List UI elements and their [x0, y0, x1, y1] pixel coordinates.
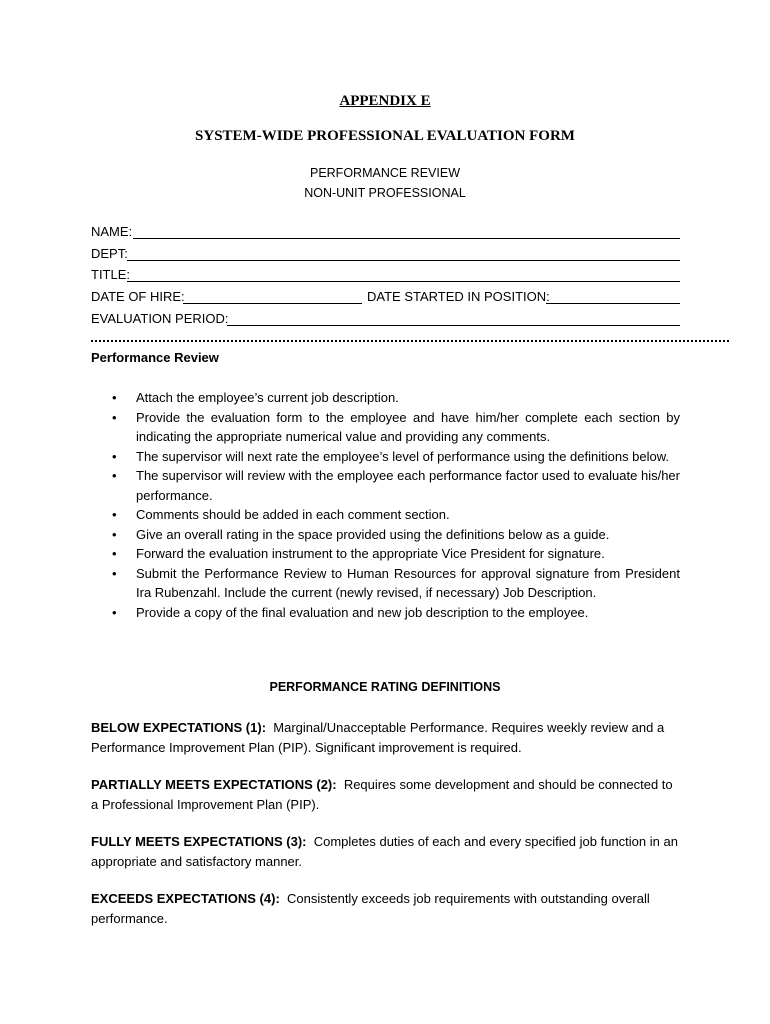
list-item: • Give an overall rating in the space provided using the definitions below as a guide. — [110, 525, 680, 545]
definition-text: Requires some development and should be connected to a Professional Improvement Plan (PIP). — [91, 777, 673, 812]
definition-text: Completes duties of each and every specified job function in an appropriate and satisfactory manner. — [91, 834, 678, 869]
subtitle-performance-review: PERFORMANCE REVIEW — [309, 166, 460, 180]
list-item: • Forward the evaluation instrument to the appropriate Vice President for signature. — [110, 544, 680, 564]
list-item: • The supervisor will review with the employee each performance factor used to evaluate his/her performance. — [110, 466, 680, 505]
instruction-list — [110, 388, 680, 622]
dept-field-label: DEPT: — [91, 246, 128, 261]
name-field-label: NAME: — [91, 224, 133, 239]
dotted-divider — [91, 340, 729, 342]
subtitle-non-unit-professional: NON-UNIT PROFESSIONAL — [304, 186, 466, 200]
date-of-hire-label: DATE OF HIRE: — [91, 289, 185, 304]
date-of-hire-line[interactable] — [183, 302, 362, 304]
definition-below-expectations — [91, 718, 681, 757]
definition-label: FULLY MEETS EXPECTATIONS (3): — [91, 834, 307, 849]
definition-text: Consistently exceeds job requirements with outstanding overall performance. — [91, 891, 650, 926]
definition-text: Marginal/Unacceptable Performance. Requires weekly review and a Performance Improvement Plan (PIP). Significant improvement is required. — [91, 720, 665, 755]
definition-label: EXCEEDS EXPECTATIONS (4): — [91, 891, 280, 906]
name-field-line[interactable] — [133, 237, 680, 239]
appendix-heading: APPENDIX E — [339, 93, 431, 109]
title-field-label: TITLE: — [91, 267, 131, 282]
date-started-line[interactable] — [546, 302, 680, 304]
dept-field-line[interactable] — [127, 259, 680, 261]
definition-exceeds — [91, 889, 681, 928]
rating-definitions-title: PERFORMANCE RATING DEFINITIONS — [269, 680, 501, 694]
evaluation-period-label: EVALUATION PERIOD: — [91, 311, 229, 326]
definition-label: BELOW EXPECTATIONS (1): — [91, 720, 267, 735]
list-item: • The supervisor will next rate the employee’s level of performance using the definitions below. — [110, 447, 680, 467]
date-started-label: DATE STARTED IN POSITION: — [367, 289, 550, 304]
definition-label: PARTIALLY MEETS EXPECTATIONS (2): — [91, 777, 337, 792]
evaluation-period-line[interactable] — [227, 324, 680, 326]
performance-review-heading: Performance Review — [91, 350, 219, 365]
list-item: • Comments should be added in each comment section. — [110, 505, 680, 525]
title-field-line[interactable] — [127, 280, 680, 282]
list-item: • Attach the employee’s current job description. — [110, 388, 680, 408]
list-item: • Provide a copy of the final evaluation and new job description to the employee. — [110, 603, 680, 623]
definition-partially-meets — [91, 775, 681, 814]
definition-fully-meets — [91, 832, 681, 871]
list-item: • Submit the Performance Review to Human Resources for approval signature from President Ira Rubenzahl. Include the current (newly revised, if necessary) Job Description. — [110, 564, 680, 603]
list-item: • Provide the evaluation form to the employee and have him/her complete each section by indicating the appropriate numerical value and providing any comments. — [110, 408, 680, 447]
form-title: SYSTEM-WIDE PROFESSIONAL EVALUATION FORM — [195, 128, 575, 144]
